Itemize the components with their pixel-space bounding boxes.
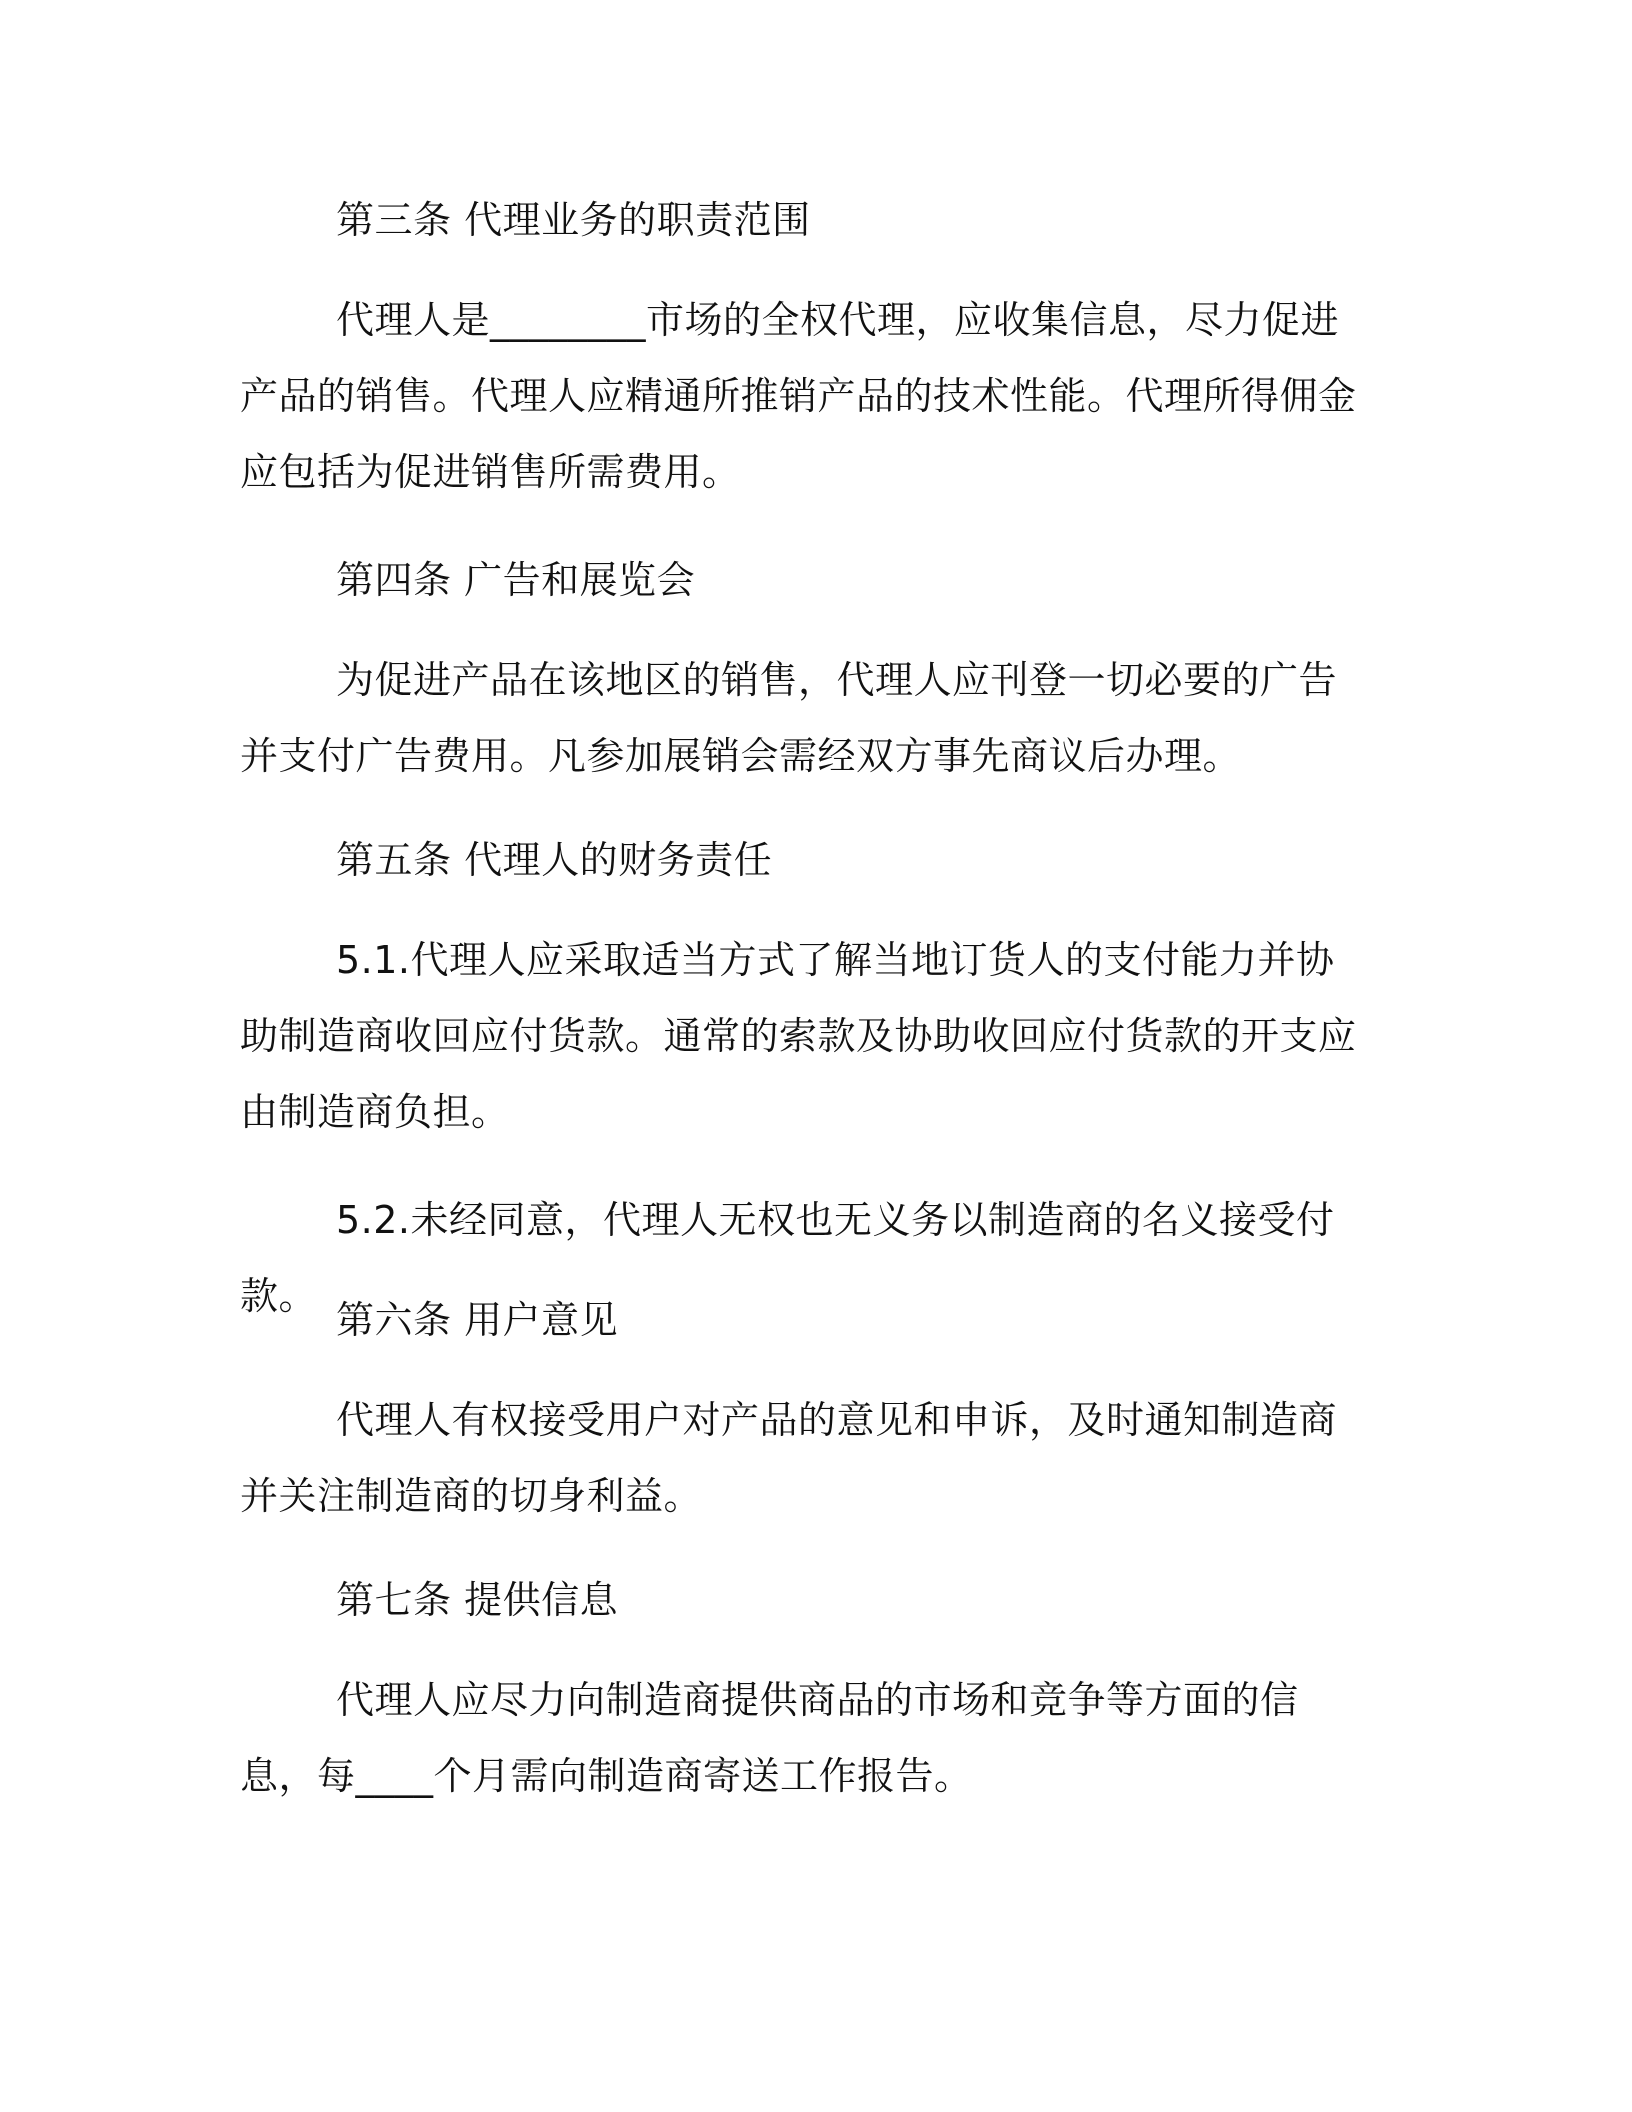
- article-7-heading: 第七条 提供信息: [336, 1578, 619, 1622]
- article-5-2-body: 5.2.未经同意，代理人无权也无义务以制造商的名义接受付款。: [240, 1198, 1335, 1318]
- article-6-body: 代理人有权接受用户对产品的意见和申诉，及时通知制造商并关注制造商的切身利益。: [240, 1398, 1338, 1518]
- article-4-body: 为促进产品在该地区的销售，代理人应刊登一切必要的广告并支付广告费用。凡参加展销会需经双方事先商议后办理。: [240, 658, 1338, 778]
- article-3-heading: 第三条 代理业务的职责范围: [336, 198, 811, 242]
- article-6-heading: 第六条 用户意见: [336, 1298, 619, 1342]
- article-5-heading: 第五条 代理人的财务责任: [336, 838, 773, 882]
- article-7-body: 代理人应尽力向制造商提供商品的市场和竞争等方面的信息，每____个月需向制造商寄送工作报告。: [240, 1678, 1299, 1798]
- article-4-heading: 第四条 广告和展览会: [336, 558, 696, 602]
- article-3-body: 代理人是________市场的全权代理，应收集信息，尽力促进产品的销售。代理人应精通所推销产品的技术性能。代理所得佣金应包括为促进销售所需费用。: [240, 298, 1357, 494]
- article-5-1-body: 5.1.代理人应采取适当方式了解当地订货人的支付能力并协助制造商收回应付货款。通常的索款及协助收回应付货款的开支应由制造商负担。: [240, 938, 1357, 1134]
